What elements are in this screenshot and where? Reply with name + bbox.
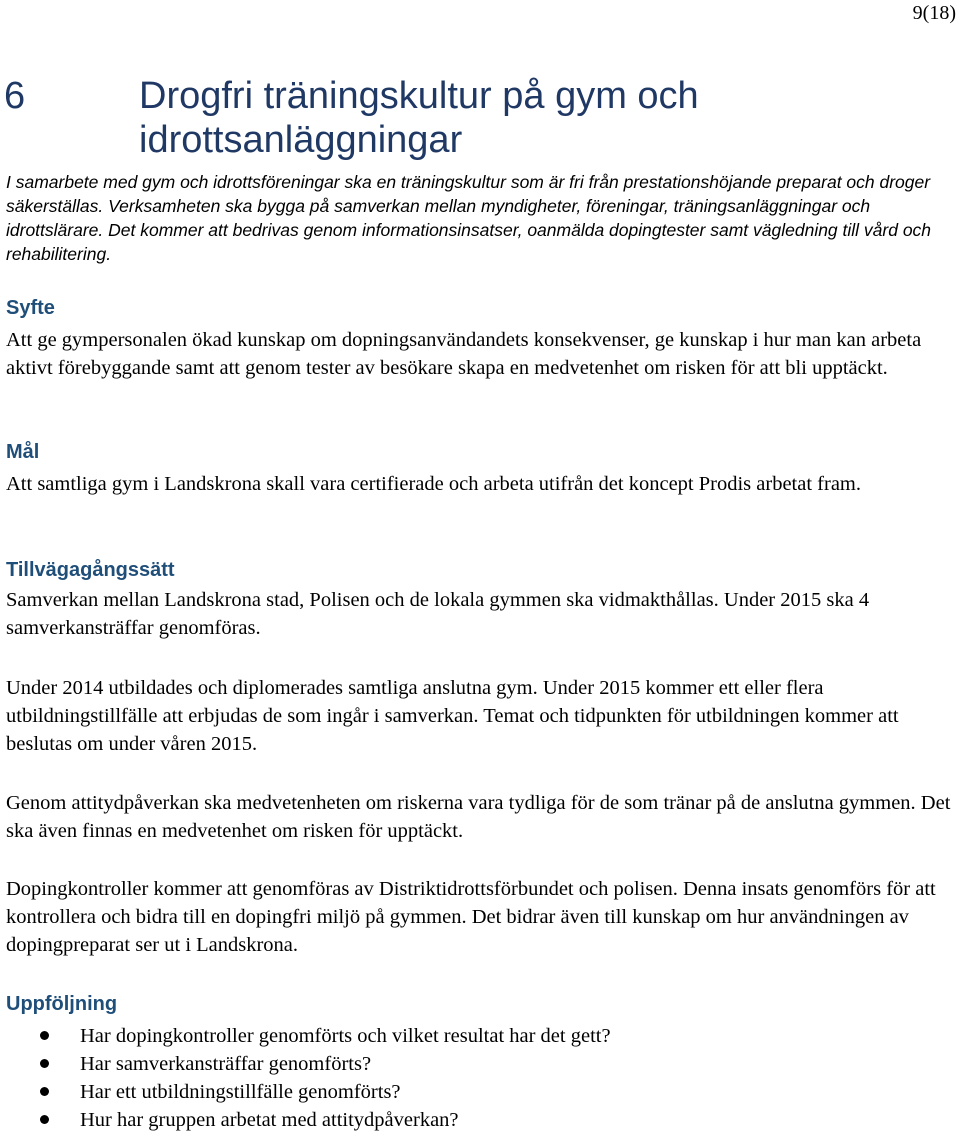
list-item bbox=[0, 1106, 611, 1134]
list-item bbox=[0, 1022, 611, 1050]
list-item-text: Har samverkansträffar genomförts? bbox=[80, 1053, 372, 1075]
tillvagagangssatt-paragraph-4: Dopingkontroller kommer att genomföras av Distriktidrottsförbundet och polisen. Denna insats genomförs för att kontrollera och bidra till en dopingfri miljö på gymmen. Det bidrar även till kunskap om hur användningen av dopingpreparat ser ut i Landskrona. bbox=[6, 878, 936, 956]
list-item bbox=[0, 1078, 611, 1106]
mal-paragraph: Att samtliga gym i Landskrona skall vara certifierade och arbeta utifrån det koncept Prodis arbetat fram. bbox=[6, 473, 861, 495]
bullet-icon bbox=[40, 1115, 49, 1124]
chapter-title: Drogfri träningskultur på gym och idrottsanläggningar bbox=[139, 75, 699, 161]
list-item bbox=[0, 1050, 611, 1078]
tillvagagangssatt-paragraph-1: Samverkan mellan Landskrona stad, Polisen och de lokala gymmen ska vidmakthållas. Under 2015 ska 4 samverkansträffar genomföras. bbox=[6, 589, 870, 639]
tillvagagangssatt-paragraph-3: Genom attitydpåverkan ska medvetenheten om riskerna vara tydliga för de som tränar på de anslutna gymmen. Det ska även finnas en medvetenhet om risken för upptäckt. bbox=[6, 792, 951, 842]
section-heading-tillvagagangssatt: Tillvägagångssätt bbox=[6, 559, 175, 581]
section-heading-mal: Mål bbox=[6, 441, 40, 463]
list-item-text: Hur har gruppen arbetat med attitydpåverkan? bbox=[80, 1109, 459, 1131]
list-item-text: Har ett utbildningstillfälle genomförts? bbox=[80, 1081, 401, 1103]
section-heading-syfte: Syfte bbox=[6, 297, 55, 319]
list-item-text: Har dopingkontroller genomförts och vilket resultat har det gett? bbox=[80, 1025, 611, 1047]
uppfoljning-list bbox=[0, 1022, 611, 1134]
syfte-paragraph: Att ge gympersonalen ökad kunskap om dopningsanvändandets konsekvenser, ge kunskap i hur man kan arbeta aktivt förebyggande samt att genom tester av besökare skapa en medvetenhet om risken för att bli upptäckt. bbox=[6, 329, 922, 379]
section-heading-uppfoljning: Uppföljning bbox=[6, 993, 118, 1015]
page-number: 9(18) bbox=[912, 2, 956, 24]
chapter-heading bbox=[4, 74, 940, 162]
bullet-icon bbox=[40, 1059, 49, 1068]
intro-paragraph: I samarbete med gym och idrottsföreningar ska en träningskultur som är fri från prestationshöjande preparat och droger säkerställas. Verksamheten ska bygga på samverkan mellan myndigheter, föreningar, träningsanläggningar och idrottslärare. Det kommer att bedrivas genom informationsinsatser, oanmälda dopingtester samt vägledning till vård och rehabilitering. bbox=[6, 172, 932, 264]
chapter-number: 6 bbox=[4, 75, 26, 117]
bullet-icon bbox=[40, 1087, 49, 1096]
bullet-icon bbox=[40, 1031, 49, 1040]
tillvagagangssatt-paragraph-2: Under 2014 utbildades och diplomerades samtliga anslutna gym. Under 2015 kommer ett eller flera utbildningstillfälle att erbjudas de som ingår i samverkan. Temat och tidpunkten för utbildningen kommer att beslutas om under våren 2015. bbox=[6, 677, 899, 755]
